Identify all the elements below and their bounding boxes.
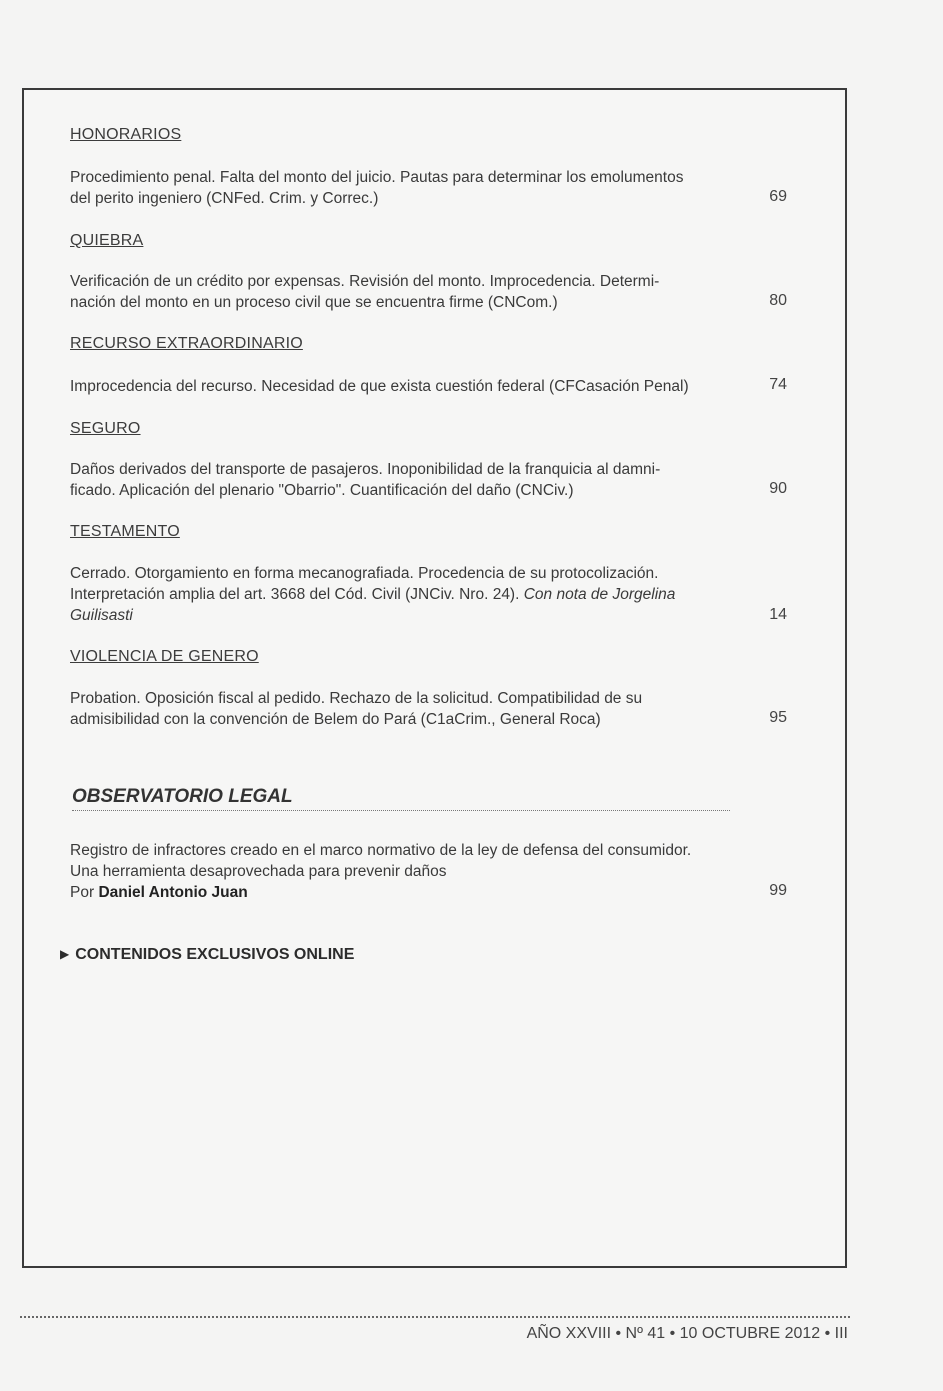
entry-line: Cerrado. Otorgamiento en forma mecanografiada. Procedencia de su protocolización.	[70, 565, 659, 582]
entry-quiebra[interactable]	[70, 271, 746, 313]
entry-line: Improcedencia del recurso. Necesidad de que exista cuestión federal (CFCasación Penal)	[70, 378, 689, 395]
entry-recurso-extraordinario[interactable]	[70, 376, 770, 397]
entry-line: Probation. Oposición fiscal al pedido. Rechazo de la solicitud. Compatibilidad de su	[70, 690, 643, 707]
entry-line: Procedimiento penal. Falta del monto del juicio. Pautas para determinar los emolumentos	[70, 169, 684, 186]
section-heading: VIOLENCIA DE GENERO	[70, 648, 259, 665]
section-heading: SEGURO	[70, 420, 141, 437]
observatorio-legal-title: OBSERVATORIO LEGAL	[72, 786, 730, 811]
triangle-right-icon: ▶	[60, 947, 70, 961]
section-seguro	[70, 420, 760, 438]
page-number: 99	[769, 882, 787, 899]
entry-violencia-de-genero[interactable]	[70, 688, 746, 730]
entry-line: Interpretación amplia del art. 3668 del Cód. Civil (JNCiv. Nro. 24).	[70, 586, 520, 603]
entry-line: Verificación de un crédito por expensas. Revisión del monto. Improcedencia. Determi-	[70, 273, 660, 290]
author-by: Por	[70, 884, 95, 901]
entry-line: ficado. Aplicación del plenario "Obarrio". Cuantificación del daño (CNCiv.)	[70, 482, 574, 499]
footer-issue-info: AÑO XXVIII • Nº 41 • 10 OCTUBRE 2012 • III	[526, 1325, 848, 1342]
entry-line: nación del monto en un proceso civil que se encuentra firme (CNCom.)	[70, 294, 558, 311]
section-recurso-extraordinario	[70, 335, 760, 353]
section-heading: TESTAMENTO	[70, 523, 180, 540]
page-number: 69	[769, 188, 787, 205]
note-author-prefix: Con nota de Jorgelina	[523, 586, 676, 603]
section-violencia-de-genero	[70, 648, 760, 666]
entry-line: del perito ingeniero (CNFed. Crim. y Correc.)	[70, 190, 379, 207]
section-honorarios	[70, 126, 760, 144]
section-heading: QUIEBRA	[70, 232, 144, 249]
author-name: Daniel Antonio Juan	[98, 884, 248, 901]
page-number: 14	[769, 606, 787, 623]
note-author-suffix: Guilisasti	[70, 607, 133, 624]
page-number: 80	[769, 292, 787, 309]
entry-honorarios[interactable]	[70, 167, 746, 209]
section-testamento	[70, 523, 760, 541]
page-number: 90	[769, 480, 787, 497]
online-contents-link[interactable]	[60, 946, 354, 964]
section-quiebra	[70, 232, 760, 250]
section-heading: HONORARIOS	[70, 126, 182, 143]
section-heading: RECURSO EXTRAORDINARIO	[70, 335, 303, 352]
entry-line: Registro de infractores creado en el marco normativo de la ley de defensa del consumidor.	[70, 842, 692, 859]
content-frame	[22, 88, 847, 1268]
entry-observatorio[interactable]	[70, 840, 770, 903]
page-number: 74	[769, 376, 787, 393]
footer-divider	[20, 1316, 850, 1318]
entry-line: Daños derivados del transporte de pasajeros. Inoponibilidad de la franquicia al damni-	[70, 461, 661, 478]
entry-line: Una herramienta desaprovechada para prevenir daños	[70, 863, 447, 880]
online-contents-label: CONTENIDOS EXCLUSIVOS ONLINE	[75, 946, 355, 963]
page-number: 95	[769, 709, 787, 726]
entry-testamento[interactable]	[70, 563, 746, 626]
entry-line: admisibilidad con la convención de Belem do Pará (C1aCrim., General Roca)	[70, 711, 601, 728]
entry-seguro[interactable]	[70, 459, 746, 501]
